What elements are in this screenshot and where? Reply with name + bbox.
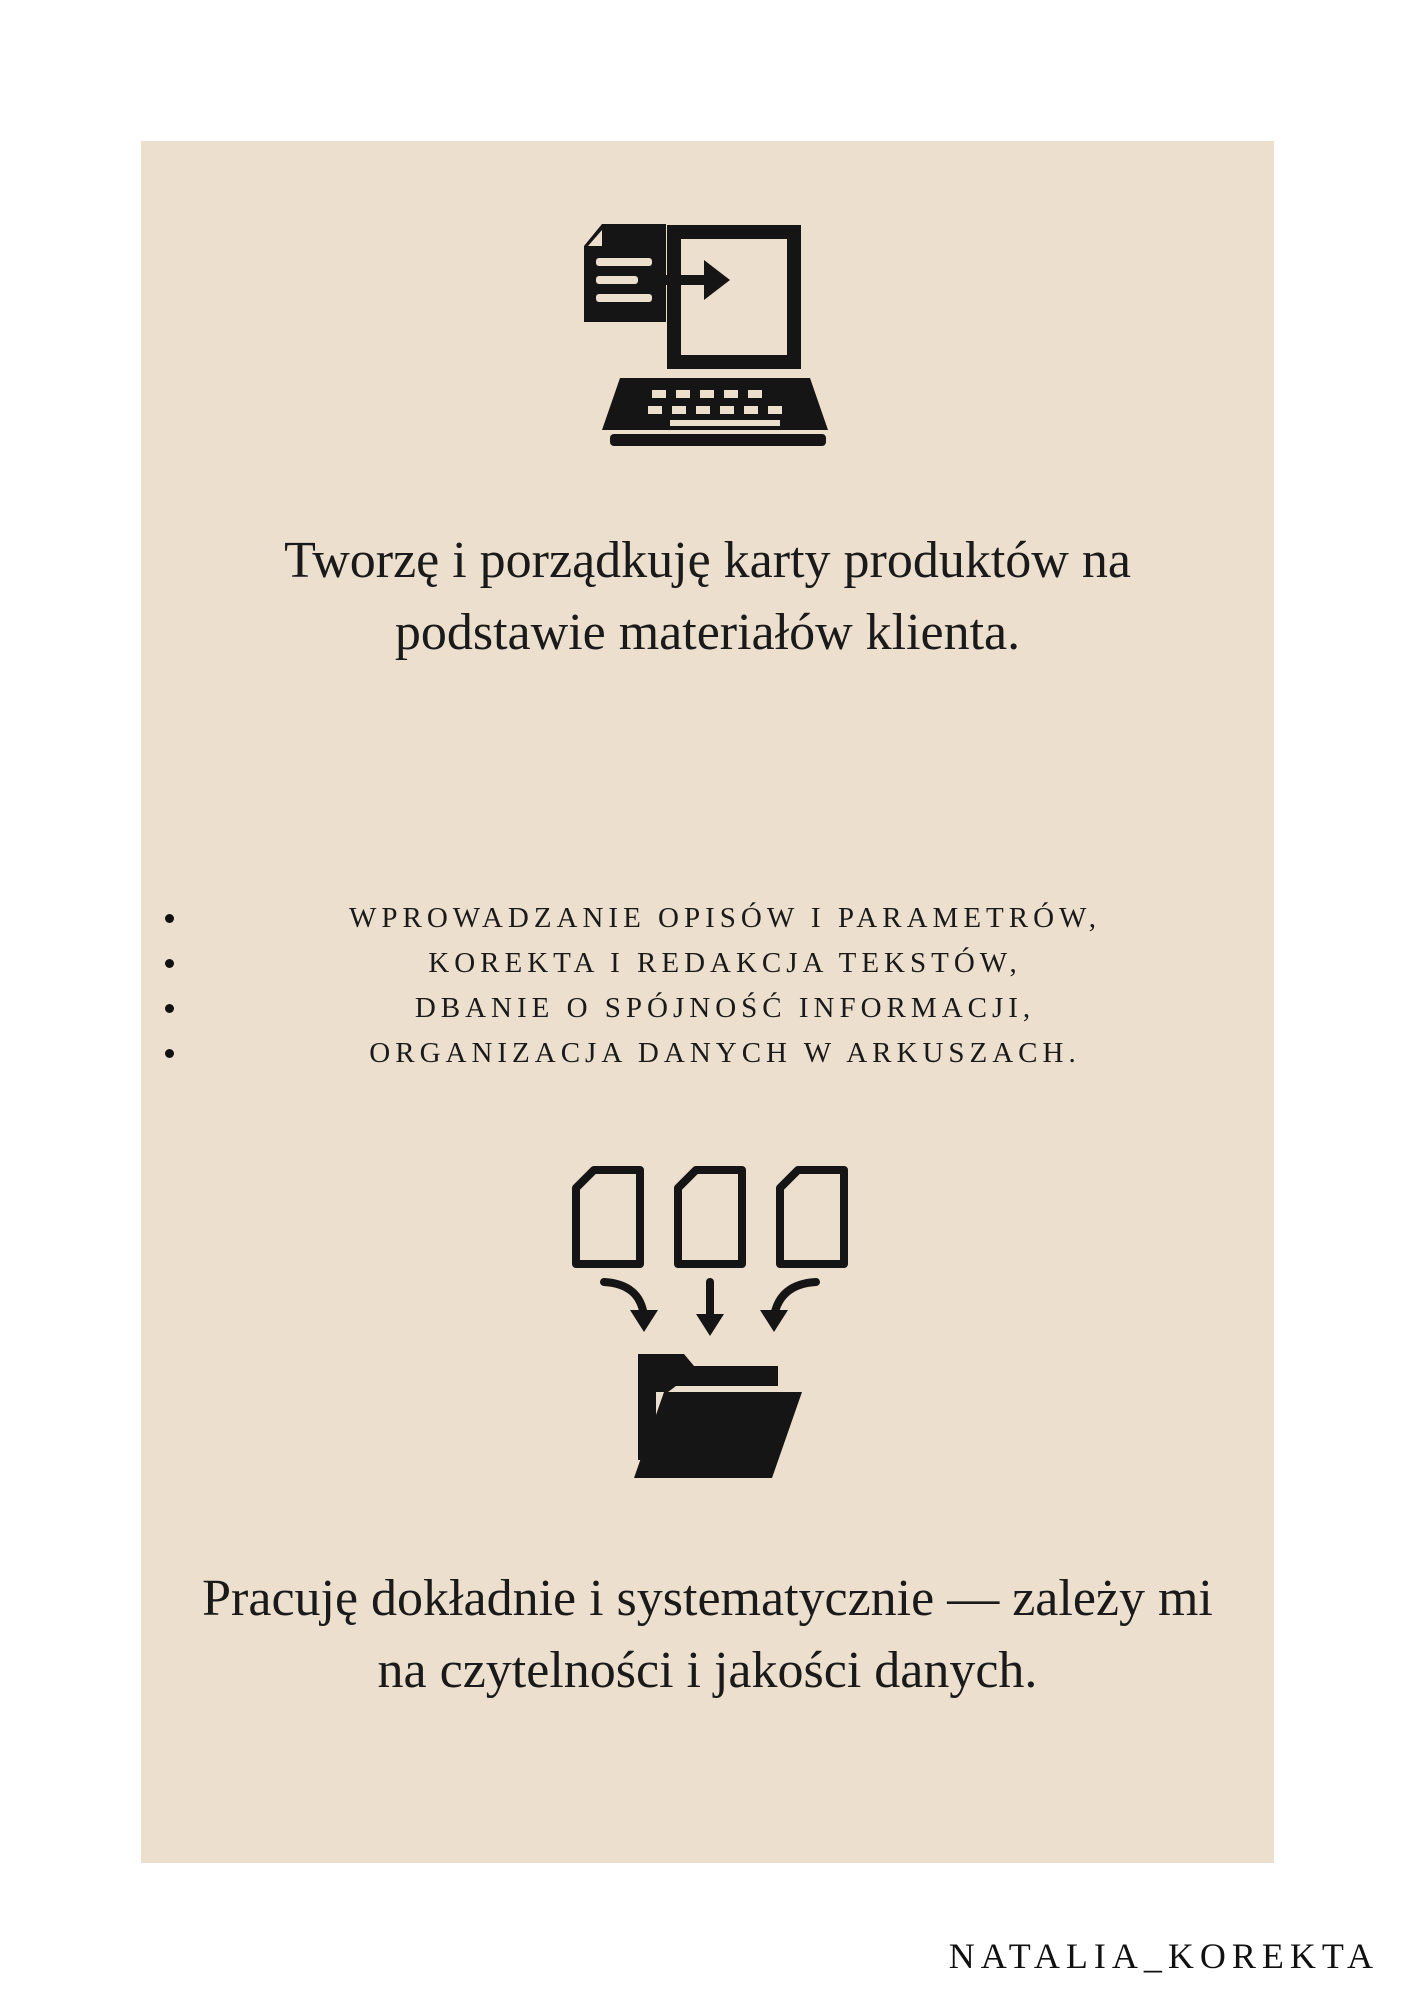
service-item-label: DBANIE O SPÓJNOŚĆ INFORMACJI, (414, 992, 1036, 1024)
laptop-document-transfer-icon (580, 220, 840, 450)
list-item (165, 986, 1225, 1031)
intro-text: Tworzę i porządkuję karty produktów na podstawie materiałów klienta. (284, 532, 1131, 661)
bullet-icon (165, 1049, 174, 1058)
service-item-label: WPROWADZANIE OPISÓW I PARAMETRÓW, (348, 902, 1101, 934)
bullet-icon (165, 959, 174, 968)
services-list (165, 896, 1225, 1076)
service-item-label: ORGANIZACJA DANYCH W ARKUSZACH. (369, 1037, 1081, 1069)
list-item (165, 896, 1225, 941)
bullet-icon (165, 914, 174, 923)
list-item (165, 941, 1225, 986)
files-to-folder-icon (560, 1160, 860, 1490)
signature: NATALIA_KOREKTA (948, 1936, 1379, 1976)
bullet-icon (165, 1004, 174, 1013)
list-item (165, 1031, 1225, 1076)
outro-text: Pracuję dokładnie i systematycznie — zależy mi na czytelności i jakości danych. (202, 1570, 1213, 1699)
service-item-label: KOREKTA I REDAKCJA TEKSTÓW, (428, 947, 1022, 979)
